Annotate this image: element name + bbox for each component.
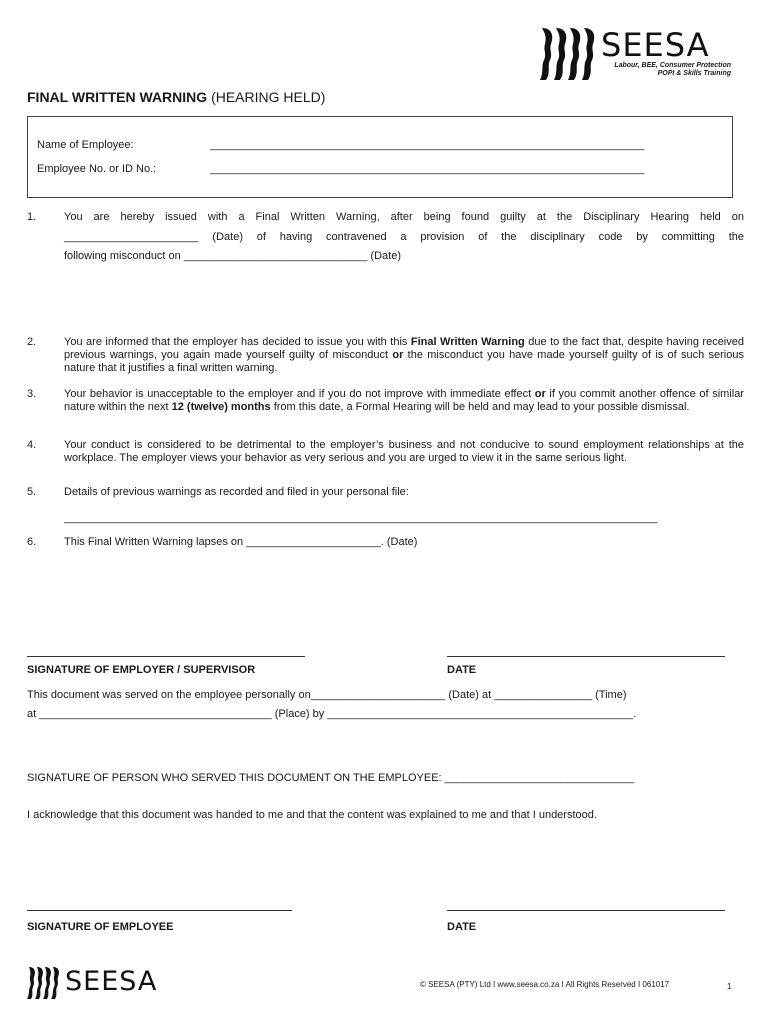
employer-date-label: DATE xyxy=(447,664,477,676)
item-4-text: Your conduct is considered to be detrimental to the employer’s business and not conducive to sound employment relationships at the workplace. The employer views your behavior as very serious and you are urged to view it in the same serious light. xyxy=(64,439,744,464)
item-1-line-1: You are hereby issued with a Final Written Warning, after being found guilty at the Disciplinary Hearing held on xyxy=(64,211,744,223)
employee-details-box xyxy=(27,116,733,198)
employer-signature-label: SIGNATURE OF EMPLOYER / SUPERVISOR xyxy=(27,664,256,676)
item-2-bold-2: or xyxy=(392,349,404,361)
employee-date-line[interactable] xyxy=(447,910,725,911)
seesa-logo-header xyxy=(538,26,738,82)
footer-copyright: © SEESA (PTY) Ltd I www.seesa.co.za I All Rights Reserved I 061017 xyxy=(420,980,670,989)
item-4-number: 4. xyxy=(27,439,37,451)
item-5-number: 5. xyxy=(27,486,37,498)
item-2-bold-1: Final Written Warning xyxy=(410,336,525,348)
item-2-part-1: You are informed that the employer has decided to issue you with this xyxy=(64,336,411,348)
employee-date-label: DATE xyxy=(447,921,477,933)
item-2-part-2: due to the fact that, despite having received previous warnings, you again made yourself guilty of misconduct xyxy=(64,336,744,361)
acknowledgement-text: I acknowledge that this document was handed to me and that the content was explained to me and that I understood. xyxy=(27,809,597,821)
item-3-part-3: from this date, a Formal Hearing will be held and may lead to your possible dismissal. xyxy=(270,401,690,413)
employee-name-field[interactable]: _______________________________________________________________________ xyxy=(210,139,645,151)
item-3-number: 3. xyxy=(27,388,37,400)
title-bold: FINAL WRITTEN WARNING xyxy=(27,89,208,105)
brand-tagline-1: Labour, BEE, Consumer Protection xyxy=(614,62,731,69)
employee-name-label: Name of Employee: xyxy=(37,139,134,151)
item-6-text: This Final Written Warning lapses on ______________________. (Date) xyxy=(64,536,418,548)
faces-logo-small-icon xyxy=(26,966,62,1000)
employer-signature-line[interactable] xyxy=(27,656,305,657)
item-3-part-2: if you commit another offence of similar nature within the next xyxy=(64,388,745,413)
item-6-number: 6. xyxy=(27,536,37,548)
seesa-logo-footer xyxy=(26,966,171,1000)
footer-brand-name: SEESA xyxy=(65,966,158,997)
employee-id-field[interactable]: _______________________________________________________________________ xyxy=(210,163,645,175)
server-signature-line: SIGNATURE OF PERSON WHO SERVED THIS DOCUMENT ON THE EMPLOYEE: _______________________________ xyxy=(27,772,635,784)
employee-signature-label: SIGNATURE OF EMPLOYEE xyxy=(27,921,174,933)
item-3-bold-1: or xyxy=(534,388,546,400)
item-3-text xyxy=(64,388,744,414)
previous-warnings-field[interactable]: _________________________________________________________________________________________________ xyxy=(64,512,658,524)
brand-name: SEESA xyxy=(601,26,710,64)
employee-signature-line[interactable] xyxy=(27,910,292,911)
item-3-part-1: Your behavior is unacceptable to the employer and if you do not improve with immediate effect xyxy=(64,388,535,400)
brand-tagline-2: POPI & Skills Training xyxy=(657,70,731,77)
title-normal: (HEARING HELD) xyxy=(211,89,326,105)
item-2-part-3: the misconduct you have made yourself guilty of is of such serious nature that it justifies a final written warning. xyxy=(64,349,744,374)
item-3-bold-2: 12 (twelve) months xyxy=(171,401,271,413)
served-line-1: This document was served on the employee personally on______________________ (Date) at ________________ (Time) xyxy=(27,689,627,701)
item-5-text: Details of previous warnings as recorded and filed in your personal file: xyxy=(64,486,409,498)
page-title xyxy=(27,89,325,105)
served-line-2: at ______________________________________ (Place) by __________________________________________________. xyxy=(27,708,637,720)
item-1-line-3: following misconduct on ______________________________ (Date) xyxy=(64,250,401,262)
item-2-text xyxy=(64,336,744,375)
page-number: 1 xyxy=(727,982,732,991)
employee-id-label: Employee No. or ID No.: xyxy=(37,163,157,175)
item-2-number: 2. xyxy=(27,336,37,348)
item-1-line-2: ______________________ (Date) of having contravened a provision of the disciplinary code by committing the xyxy=(64,231,744,243)
employer-date-line[interactable] xyxy=(447,656,725,657)
item-1-number: 1. xyxy=(27,211,37,223)
